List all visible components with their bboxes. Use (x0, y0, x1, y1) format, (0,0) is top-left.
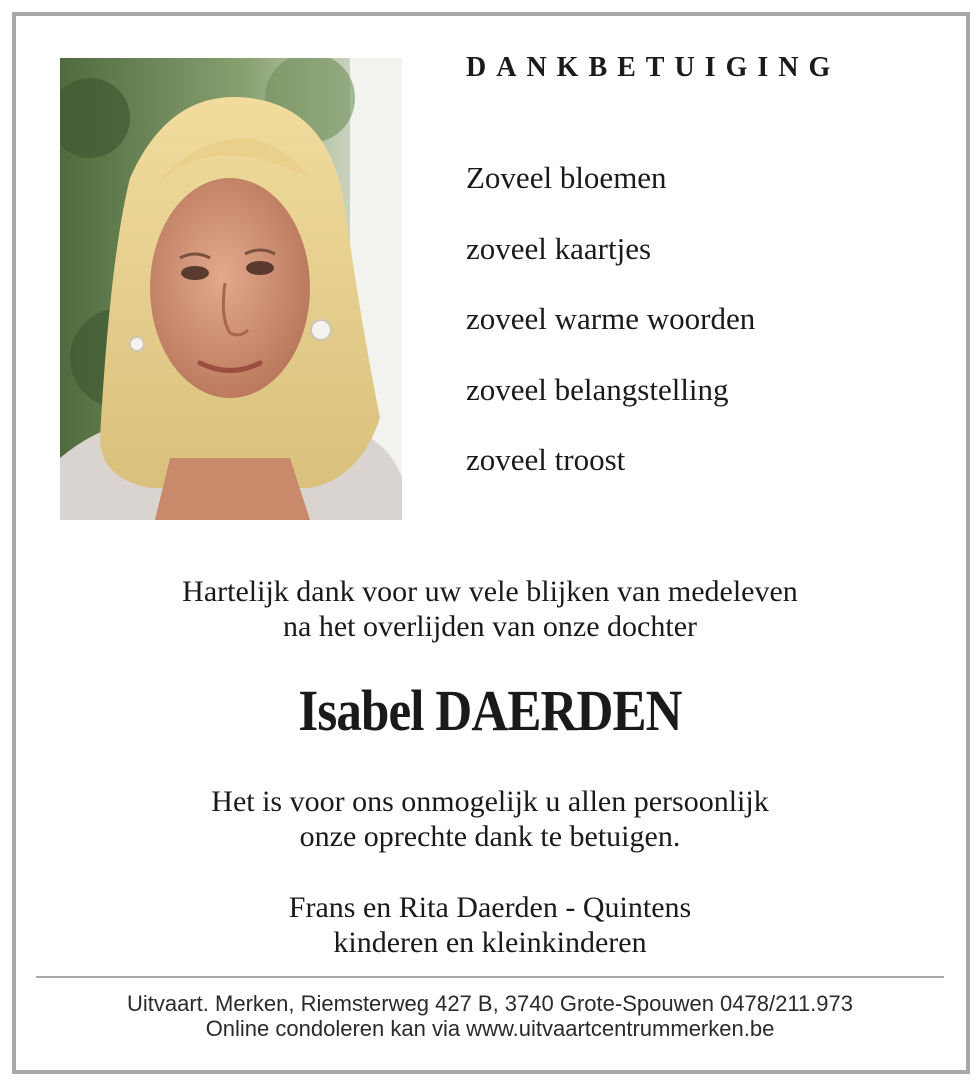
message-paragraph (0, 784, 980, 854)
footer-divider (36, 976, 944, 978)
poem-list (466, 158, 755, 511)
funeral-home-address: Uitvaart. Merken, Riemsterweg 427 B, 3740 Grote-Spouwen 0478/211.973 (127, 991, 853, 1016)
family-line: Frans en Rita Daerden - Quintens (288, 891, 692, 924)
thanks-paragraph (0, 574, 980, 644)
portrait-photo (60, 58, 402, 520)
poem-line: Zoveel bloemen (466, 160, 667, 195)
thanks-line: na het overlijden van onze dochter (283, 610, 697, 643)
deceased-name: Isabel DAERDEN (298, 678, 682, 743)
poem-line: zoveel belangstelling (466, 371, 729, 407)
message-line: Het is voor ons onmogelijk u allen persoonlijk (211, 785, 769, 818)
online-condolence-link[interactable]: Online condoleren kan via www.uitvaartcentrummerken.be (205, 1016, 775, 1041)
thanks-line: Hartelijk dank voor uw vele blijken van medeleven (182, 575, 798, 608)
page-title: DANKBETUIGING (466, 52, 841, 83)
family-line: kinderen en kleinkinderen (333, 926, 647, 959)
poem-line: zoveel troost (466, 442, 626, 477)
message-line: onze oprechte dank te betuigen. (299, 820, 681, 853)
poem-line: zoveel warme woorden (466, 301, 756, 336)
portrait-illustration (60, 58, 402, 520)
poem-line: zoveel kaartjes (466, 230, 652, 266)
family-signature (0, 890, 980, 960)
